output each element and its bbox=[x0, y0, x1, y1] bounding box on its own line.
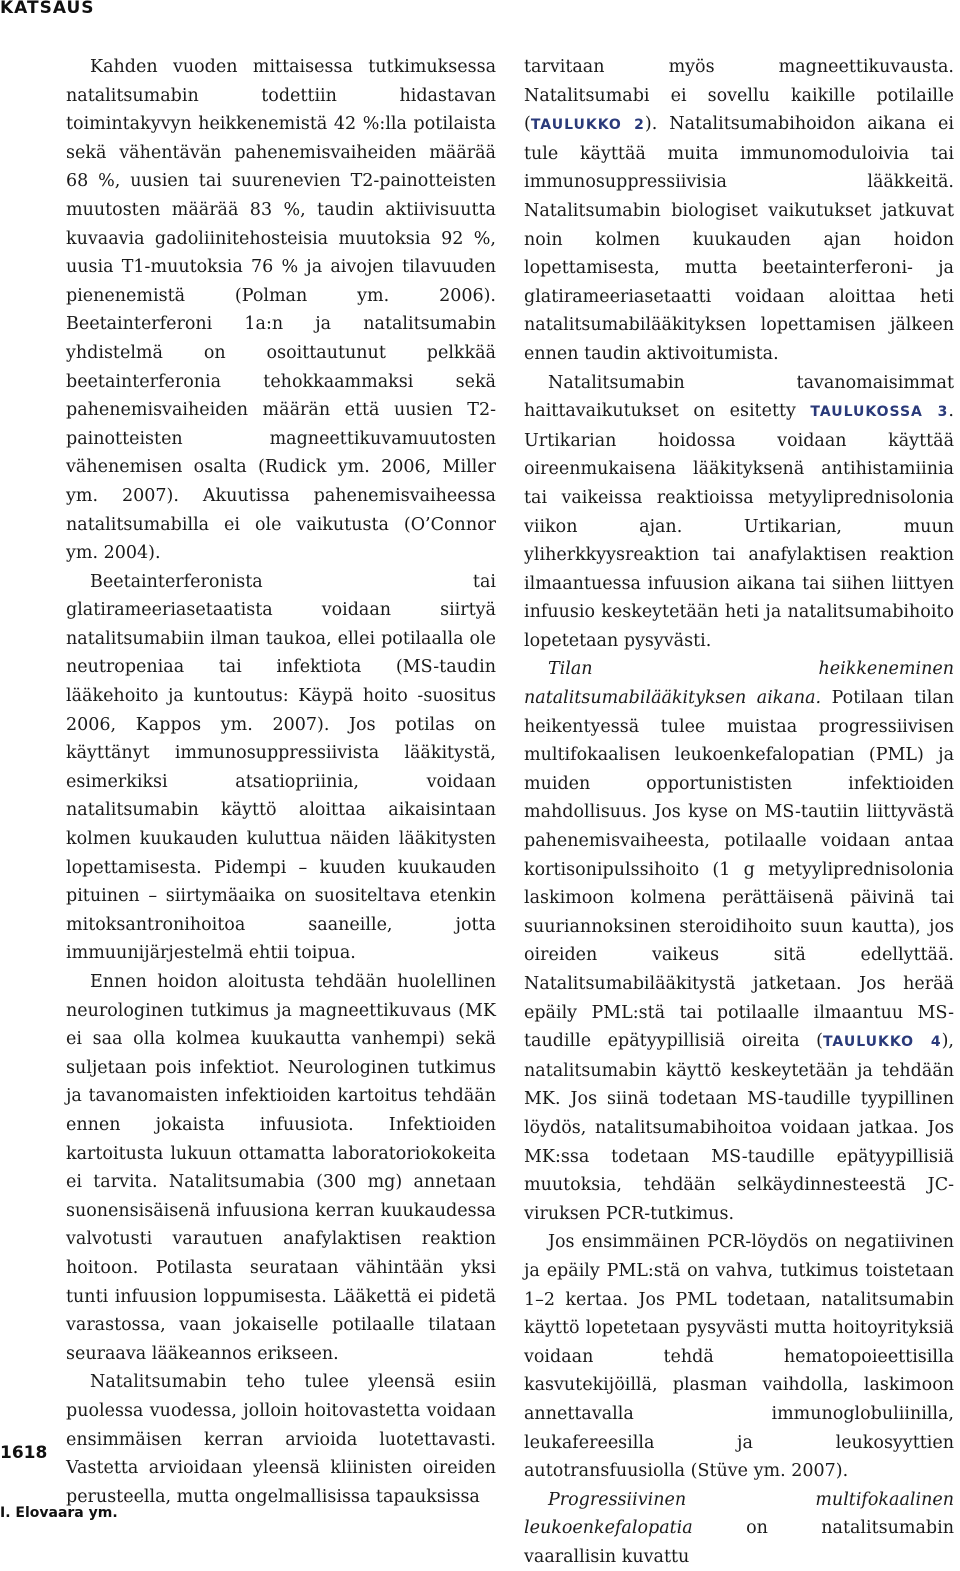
run-in-heading: Tilan heikkeneminen natalitsumabilääkityksen aikana. bbox=[524, 659, 954, 709]
section-label: KATSAUS bbox=[0, 0, 95, 18]
table-reference-link[interactable]: TAULUKKO 4 bbox=[822, 1034, 942, 1051]
paragraph-text: Natalitsumabin tavanomaisimmat haittavaikutukset on esitetty bbox=[524, 372, 954, 422]
paragraph bbox=[524, 1486, 954, 1571]
paragraph: Natalitsumabin teho tulee yleensä esiin puolessa vuodessa, jolloin hoitovastetta voidaan ensimmäisen kerran arvioida luotettavasti. Vastetta arvioidaan yleensä kliinisten oireiden perusteella, mutta ongelmallisissa tapauksissa bbox=[66, 1372, 496, 1507]
table-reference-link[interactable]: TAULUKOSSA 3 bbox=[810, 404, 949, 421]
run-in-heading: Progressiivinen multifokaalinen leukoenkefalopatia bbox=[524, 1489, 954, 1539]
right-column bbox=[524, 53, 954, 1571]
table-reference-link[interactable]: TAULUKKO 2 bbox=[530, 117, 645, 134]
paragraph: Jos ensimmäinen PCR-löydös on negatiivinen ja epäily PML:stä on vahva, tutkimus toistetaan 1–2 kertaa. Jos PML todetaan, natalitsumabin käyttö lopetetaan pysyvästi mutta hoitoyrityksiä voidaan tehdä hematopoieettisilla kasvutekijöillä, plasman vaihdolla, laskimoon annettavalla immunoglobuliinilla, leukafereesilla ja leukosyyttien autotransfuusiolla (Stüve ym. 2007). bbox=[524, 1232, 954, 1482]
page-number: 1618 bbox=[0, 1443, 48, 1463]
paragraph-text: tarvitaan myös magneettikuvausta. Natalitsumabi ei sovellu kaikille potilaille ( bbox=[524, 57, 954, 135]
author-footer: I. Elovaara ym. bbox=[0, 1505, 118, 1521]
paragraph bbox=[524, 655, 954, 1228]
paragraph-text: ). Natalitsumabihoidon aikana ei tule käyttää muita immunomoduloivia tai immunosuppressiivisia lääkkeitä. Natalitsumabin biologiset vaikutukset jatkuvat noin kolmen kuukauden ajan hoidon lopettamisesta, mutta beetainterferoni- ja glatirameeriasetaatti voidaan aloittaa heti natalitsumabilääkityksen lopettamisen jälkeen ennen taudin aktivoitumista. bbox=[524, 114, 954, 364]
paragraph-text: . Urtikarian hoidossa voidaan käyttää oireenmukaisena lääkityksenä antihistamiinia tai vaikeissa reaktioissa metyyliprednisolonia viikon ajan. Urtikarian, muun yliherkkyysreaktion tai anafylaktisen reaktion ilmaantuessa infuusion aikana tai siihen liittyen infuusio keskeytetään heti ja natalitsumabihoito lopetetaan pysyvästi. bbox=[524, 401, 954, 651]
paragraph-text: on natalitsumabin vaarallisin kuvattu bbox=[524, 1518, 954, 1567]
paragraph: Ennen hoidon aloitusta tehdään huolellinen neurologinen tutkimus ja magneettikuvaus (MK ei saa olla kolmea kuukautta vanhempi) sekä suljetaan pois infektiot. Neurologinen tutkimus ja tavanomaisten infektioiden kartoitus tehdään ennen jokaista infuusiota. Infektioiden kartoitusta lukuun ottamatta laboratoriokokeita ei tarvita. Natalitsumabia (300 mg) annetaan suonensisäisenä infuusiona kerran kuukaudessa valvotusti varautuen anafylaktisen reaktion hoitoon. Potilasta seurataan vähintään yksi tunti infuusion loppumisesta. Lääkettä ei pidetä varastossa, vaan jokaiselle potilaalle tilataan seuraava lääkeannos erikseen. bbox=[66, 972, 496, 1364]
paragraph bbox=[524, 53, 954, 369]
left-column bbox=[66, 53, 496, 1511]
paragraph-text: ), natalitsumabin käyttö keskeytetään ja tehdään MK. Jos siinä todetaan MS-taudille tyypillinen löydös, natalitsumabihoitoa voidaan jatkaa. Jos MK:ssa todetaan MS-taudille epätyypillisiä muutoksia, tehdään selkäydinnesteestä JC-viruksen PCR-tutkimus. bbox=[524, 1031, 954, 1224]
paragraph: Kahden vuoden mittaisessa tutkimuksessa natalitsumabin todettiin hidastavan toimintakyvyn heikkenemistä 42 %:lla potilaista sekä vähentävän pahenemisvaiheiden määrää 68 %, uusien tai suurenevien T2-painotteisten muutosten määrää 83 %, taudin aktiivisuutta kuvaavia gadoliinitehosteisia muutoksia 92 %, uusia T1-muutoksia 76 % ja aivojen tilavuuden pienenemistä (Polman ym. 2006). Beetainterferoni 1a:n ja natalitsumabin yhdistelmä on osoittautunut pelkkää beetainterferonia tehokkaammaksi sekä pahenemisvaiheiden määrän että uusien T2-painotteisten magneettikuvamuutosten vähenemisen osalta (Rudick ym. 2006, Miller ym. 2007). Akuutissa pahenemisvaiheessa natalitsumabilla ei ole vaikutusta (O’Connor ym. 2004). bbox=[66, 57, 496, 564]
paragraph bbox=[524, 369, 954, 656]
paragraph-text: Potilaan tilan heikentyessä tulee muistaa progressiivisen multifokaalisen leukoenkefalopatian (PML) ja muiden opportunististen infektioiden mahdollisuus. Jos kyse on MS-tautiin liittyvästä pahenemisvaiheesta, potilaalle voidaan antaa kortisonipulssihoito (1 g metyyliprednisolonia laskimoon kolmena perättäisenä päivinä tai suuriannoksinen steroidihoito suun kautta), jos oireiden vaikeus sitä edellyttää. Natalitsumabilääkitystä jatketaan. Jos herää epäily PML:stä tai potilaalle ilmaantuu MS-taudille epätyypillisiä oireita ( bbox=[524, 688, 954, 1052]
paragraph: Beetainterferonista tai glatirameeriasetaatista voidaan siirtyä natalitsumabiin ilman taukoa, ellei potilaalla ole neutropeniaa tai infektiota (MS-taudin lääkehoito ja kuntoutus: Käypä hoito -suositus 2006, Kappos ym. 2007). Jos potilas on käyttänyt immunosuppressiivista lääkitystä, esimerkiksi atsatiopriinia, voidaan natalitsumabin käyttö aloittaa aikaisintaan kolmen kuukauden kuluttua näiden lääkitysten lopettamisesta. Pidempi – kuuden kuukauden pituinen – siirtymäaika on suositeltava etenkin mitoksantronihoitoa saaneille, jotta immuunijärjestelmä ehtii toipua. bbox=[66, 571, 496, 964]
